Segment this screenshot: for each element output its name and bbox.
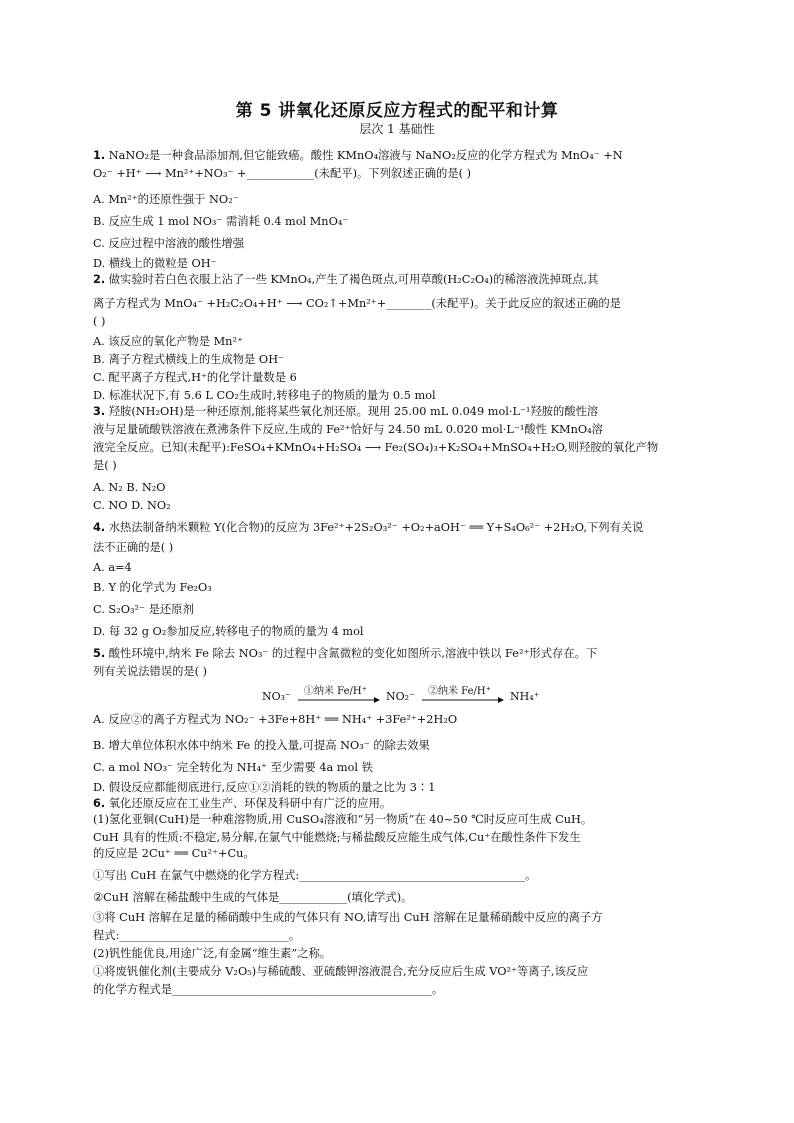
q2-stem-cont: 离子方程式为 MnO₄⁻ +H₂C₂O₄+H⁺ ⟶ CO₂↑+Mn²⁺+________(未配平)。关于此反应的叙述正确的是: [93, 297, 621, 310]
q1-option-a: A. Mn²⁺的还原性强于 NO₂⁻: [93, 193, 239, 206]
section-subtitle: 层次 1 基础性: [359, 122, 435, 136]
q2-option-d: D. 标准状况下,有 5.6 L CO₂生成时,转移电子的物质的量为 0.5 mol: [93, 389, 436, 402]
question-number: 1.: [93, 149, 106, 162]
q4-option-a: A. a=4: [93, 561, 132, 574]
reaction-scheme: [262, 684, 562, 708]
q3-paren: 是( ): [93, 459, 117, 472]
question-number: 5.: [93, 647, 106, 660]
q6-part1-intro: (1)氢化亚铜(CuH)是一种难溶物质,用 CuSO₄溶液和“另一物质”在 40~50 ℃时反应可生成 CuH。: [93, 813, 593, 826]
q6-part1-q3: ③将 CuH 溶解在足量的稀硝酸中生成的气体只有 NO,请写出 CuH 溶解在足量稀硝酸中反应的离子方: [93, 911, 603, 924]
question-number: 4.: [93, 521, 106, 534]
q6-part2-q1-cont: 的化学方程式是______________________________________________。: [93, 983, 444, 996]
q5-stem: 5. 酸性环境中,纳米 Fe 除去 NO₃⁻ 的过程中含氮微粒的变化如图所示,溶液中铁以 Fe²⁺形式存在。下: [93, 647, 598, 660]
q6-part1-q3-cont: 程式:______________________________。: [93, 929, 301, 942]
q1-option-d: D. 横线上的微粒是 OH⁻: [93, 257, 217, 270]
question-number: 3.: [93, 405, 106, 418]
q4-option-b: B. Y 的化学式为 Fe₂O₃: [93, 581, 212, 594]
q2-paren: ( ): [93, 315, 106, 328]
q6-stem: 6. 氧化还原反应在工业生产、环保及科研中有广泛的应用。: [93, 797, 392, 810]
q5-option-c: C. a mol NO₃⁻ 完全转化为 NH₄⁺ 至少需要 4a mol 铁: [93, 761, 373, 774]
q3-options-ab: A. N₂ B. N₂O: [93, 481, 166, 494]
scheme-arrow-2: [422, 696, 504, 704]
q5-stem-cont: 列有关说法错误的是( ): [93, 665, 208, 678]
q3-stem-cont2: 液完全反应。已知(未配平):FeSO₄+KMnO₄+H₂SO₄ ⟶ Fe₂(SO₄)₃+K₂SO₄+MnSO₄+H₂O,则羟胺的氧化产物: [93, 441, 659, 454]
scheme-arrow-1: [298, 696, 380, 704]
q6-part1-cont: CuH 具有的性质:不稳定,易分解,在氯气中能燃烧;与稀盐酸反应能生成气体,Cu⁺在酸性条件下发生: [93, 831, 581, 844]
q3-options-cd: C. NO D. NO₂: [93, 499, 171, 512]
page-title: 第 5 讲氧化还原反应方程式的配平和计算: [235, 101, 559, 121]
q2-option-c: C. 配平离子方程式,H⁺的化学计量数是 6: [93, 371, 297, 384]
q4-stem-cont: 法不正确的是( ): [93, 541, 174, 554]
q1-option-b: B. 反应生成 1 mol NO₃⁻ 需消耗 0.4 mol MnO₄⁻: [93, 215, 349, 228]
q4-stem: 4. 水热法制备纳米颗粒 Y(化合物)的反应为 3Fe²⁺+2S₂O₃²⁻ +O₂+aOH⁻ ══ Y+S₄O₆²⁻ +2H₂O,下列有关说: [93, 521, 644, 534]
q3-stem: 3. 羟胺(NH₂OH)是一种还原剂,能将某些氧化剂还原。现用 25.00 mL 0.049 mol·L⁻¹羟胺的酸性溶: [93, 405, 599, 418]
scheme-end-species: NH₄⁺: [510, 690, 540, 703]
question-number: 2.: [93, 273, 106, 286]
q5-option-b: B. 增大单位体积水体中纳米 Fe 的投入量,可提高 NO₃⁻ 的除去效果: [93, 739, 430, 752]
q1-stem-cont: O₂⁻ +H⁺ ⟶ Mn²⁺+NO₃⁻ +____________(未配平)。下列叙述正确的是( ): [93, 167, 472, 180]
q6-part1-q1: ①写出 CuH 在氯气中燃烧的化学方程式:________________________________________。: [93, 869, 537, 882]
scheme-start-species: NO₃⁻: [262, 690, 291, 703]
scheme-step2-label: ②纳米 Fe/H⁺: [428, 686, 491, 697]
q2-option-a: A. 该反应的氧化产物是 Mn²⁺: [93, 335, 243, 348]
q5-option-a: A. 反应②的离子方程式为 NO₂⁻ +3Fe+8H⁺ ══ NH₄⁺ +3Fe²⁺+2H₂O: [93, 713, 458, 726]
q3-stem-cont: 液与足量硫酸铁溶液在煮沸条件下反应,生成的 Fe²⁺恰好与 24.50 mL 0.020 mol·L⁻¹酸性 KMnO₄溶: [93, 423, 603, 436]
q4-option-c: C. S₂O₃²⁻ 是还原剂: [93, 603, 194, 616]
q4-option-d: D. 每 32 g O₂参加反应,转移电子的物质的量为 4 mol: [93, 625, 364, 638]
q2-option-b: B. 离子方程式横线上的生成物是 OH⁻: [93, 353, 285, 366]
scheme-step1-label: ①纳米 Fe/H⁺: [304, 686, 367, 697]
q1-stem: 1. NaNO₂是一种食品添加剂,但它能致癌。酸性 KMnO₄溶液与 NaNO₂反应的化学方程式为 MnO₄⁻ +N: [93, 149, 623, 162]
q6-part2-q1: ①将废钒催化剂(主要成分 V₂O₅)与稀硫酸、亚硫酸钾溶液混合,充分反应后生成 VO²⁺等离子,该反应: [93, 965, 589, 978]
q6-part2-intro: (2)钒性能优良,用途广泛,有金属“维生素”之称。: [93, 947, 332, 960]
q2-stem: 2. 做实验时若白色衣服上沾了一些 KMnO₄,产生了褐色斑点,可用草酸(H₂C₂O₄)的稀溶液洗掉斑点,其: [93, 273, 599, 286]
scheme-mid-species: NO₂⁻: [386, 690, 415, 703]
question-number: 6.: [93, 797, 106, 810]
q6-part1-q2: ②CuH 溶解在稀盐酸中生成的气体是____________(填化学式)。: [93, 891, 413, 904]
q5-option-d: D. 假设反应都能彻底进行,反应①②消耗的铁的物质的量之比为 3∶1: [93, 781, 436, 794]
q6-part1-cont2: 的反应是 2Cu⁺ ══ Cu²⁺+Cu。: [93, 847, 255, 860]
q1-option-c: C. 反应过程中溶液的酸性增强: [93, 237, 244, 250]
